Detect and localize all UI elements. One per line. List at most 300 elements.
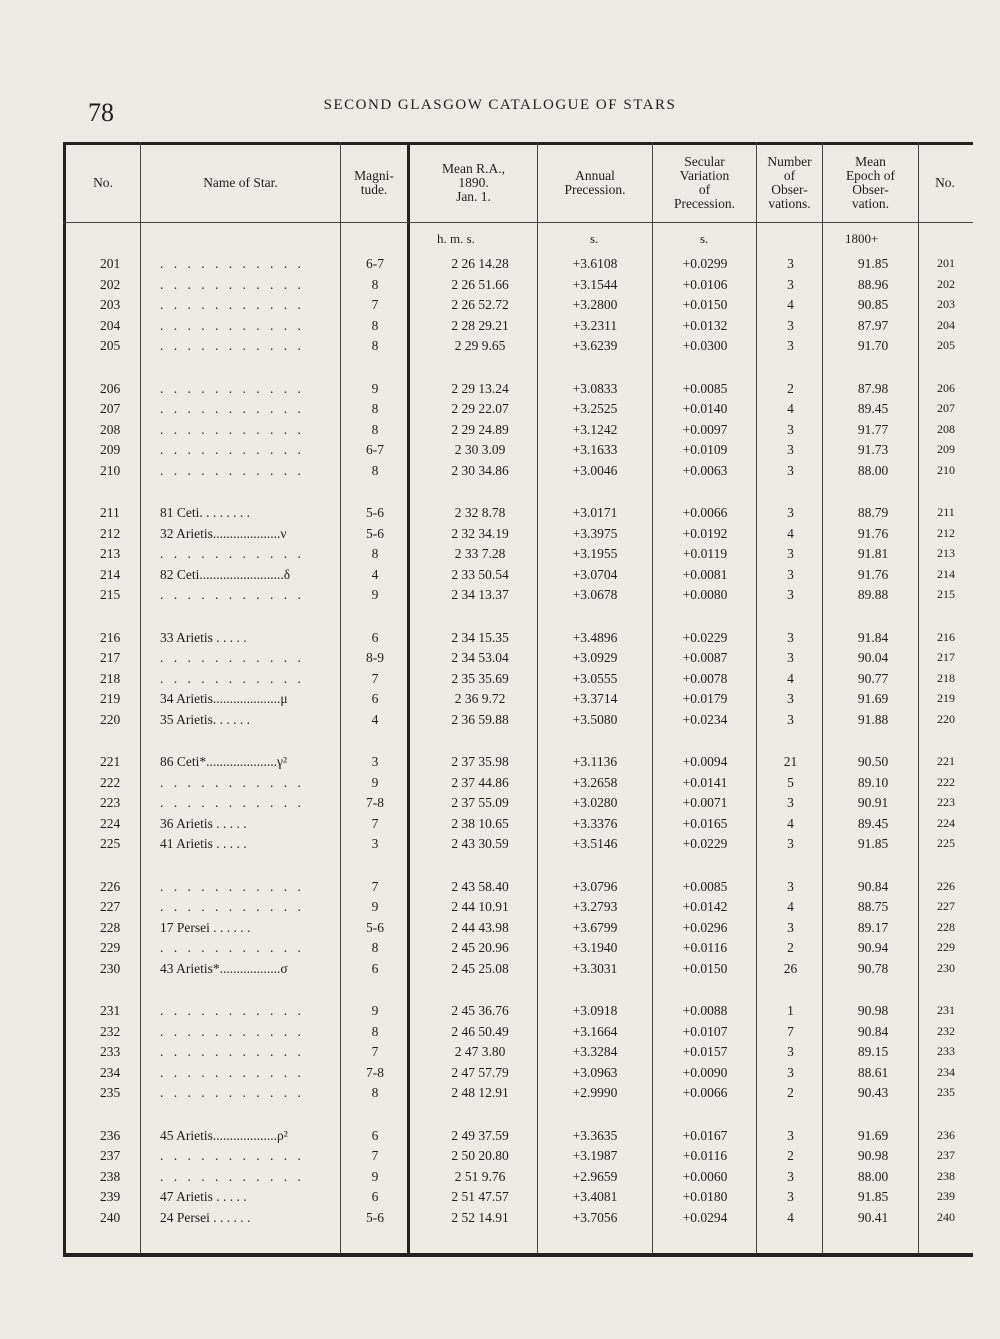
star-name: 86 Ceti*.....................γ² [160,754,288,769]
star-number-right: 216 [937,629,955,644]
star-name: . . . . . . . . . . . [160,1148,305,1163]
star-number: 234 [100,1064,121,1080]
table-row [0,318,1000,338]
mean-ra: 2 37 55.09 [451,795,509,810]
star-number: 205 [100,338,121,353]
star-number-right: 239 [937,1189,955,1203]
star-number: 236 [100,1127,121,1143]
annual-precession: +3.0678 [572,587,618,602]
mean-ra: 2 30 3.09 [454,442,506,457]
mean-ra: 2 26 51.66 [451,276,509,292]
annual-precession: +3.1544 [572,276,618,292]
table-row [0,277,1000,297]
number-of-observations: 3 [787,1064,794,1080]
number-of-observations: 3 [787,1044,794,1059]
mean-ra: 2 32 8.78 [454,505,506,520]
star-number-right: 218 [937,670,955,685]
star-number-right: 233 [937,1044,955,1058]
table-row [0,899,1000,919]
number-of-observations: 5 [787,774,794,790]
number-of-observations: 4 [787,297,794,312]
star-name: . . . . . . . . . . . [160,297,305,312]
star-number: 222 [100,774,121,790]
number-of-observations: 4 [787,525,794,541]
number-of-observations: 26 [783,960,798,976]
magnitude: 7-8 [366,1064,384,1080]
mean-epoch: 88.00 [857,1168,889,1184]
star-name: . . . . . . . . . . . [160,1003,305,1018]
mean-epoch: 90.41 [857,1209,889,1225]
secular-variation: +0.0157 [682,1044,728,1059]
table-row [0,546,1000,566]
table-row [0,1148,1000,1168]
number-of-observations: 3 [787,566,794,582]
mean-ra: 2 36 9.72 [454,691,506,706]
mean-epoch: 90.84 [857,878,889,894]
magnitude: 8 [371,1023,379,1039]
star-number: 215 [100,587,121,602]
star-number-right: 238 [937,1168,955,1183]
star-number: 207 [100,401,121,416]
mean-epoch: 91.77 [857,421,889,437]
number-of-observations: 3 [787,587,794,602]
annual-precession: +3.2658 [572,774,618,790]
number-of-observations: 21 [783,754,798,769]
number-of-observations: 3 [787,919,794,935]
mean-epoch: 91.76 [857,566,889,582]
mean-epoch: 89.88 [857,587,889,602]
mean-epoch: 91.76 [857,525,889,541]
star-number: 210 [100,462,121,478]
mean-ra: 2 33 7.28 [454,546,506,561]
mean-ra: 2 45 20.96 [451,940,509,955]
number-of-observations: 3 [787,442,794,457]
secular-variation: +0.0119 [682,546,728,561]
star-number: 240 [100,1209,121,1225]
mean-ra: 2 29 9.65 [454,338,506,353]
annual-precession: +3.0833 [572,380,618,396]
annual-precession: +3.7056 [572,1209,618,1225]
star-number-right: 203 [937,297,955,311]
magnitude: 8 [371,421,379,437]
star-number: 228 [100,919,121,935]
table-row [0,526,1000,546]
mean-epoch: 91.88 [857,711,889,727]
star-number: 212 [100,525,121,541]
star-number: 216 [100,629,121,645]
annual-precession: +3.6108 [572,256,618,271]
mean-epoch: 91.85 [857,256,889,271]
magnitude: 3 [371,754,379,769]
star-number-right: 204 [937,317,955,332]
star-name: . . . . . . . . . . . [160,256,305,271]
magnitude: 5-6 [366,525,384,541]
star-number-right: 231 [937,1003,955,1017]
magnitude: 8 [371,462,379,478]
annual-precession: +3.0929 [572,650,618,665]
mean-epoch: 90.04 [857,650,889,665]
magnitude: 8 [371,401,379,416]
mean-epoch: 90.85 [857,297,889,312]
mean-ra: 2 46 50.49 [451,1023,509,1039]
annual-precession: +3.2793 [572,899,618,914]
secular-variation: +0.0140 [682,401,728,416]
star-number-right: 202 [937,276,955,291]
mean-epoch: 89.45 [857,401,889,416]
secular-variation: +0.0296 [682,919,728,935]
annual-precession: +3.2800 [572,297,618,312]
star-name: . . . . . . . . . . . [160,421,305,437]
number-of-observations: 4 [787,899,794,914]
magnitude: 6 [371,1127,379,1143]
star-name: 47 Arietis . . . . . [160,1189,247,1204]
magnitude: 9 [371,587,379,602]
mean-ra: 2 29 13.24 [451,380,509,396]
magnitude: 6-7 [366,442,384,457]
mean-ra: 2 47 3.80 [454,1044,506,1059]
magnitude: 4 [371,711,379,727]
star-number-right: 214 [937,566,955,581]
annual-precession: +3.0963 [572,1064,618,1080]
magnitude: 8 [371,317,379,333]
table-row [0,422,1000,442]
number-of-observations: 3 [787,505,794,520]
mean-ra: 2 37 35.98 [451,754,509,769]
annual-precession: +3.1664 [572,1023,618,1039]
mean-ra: 2 49 37.59 [451,1127,509,1143]
number-of-observations: 3 [787,256,794,271]
star-number: 231 [100,1003,121,1018]
annual-precession: +3.3635 [572,1127,618,1143]
header-magnitude: Magni- tude. [354,168,394,197]
star-name: . . . . . . . . . . . [160,317,305,333]
star-name: . . . . . . . . . . . [160,940,305,955]
magnitude: 7 [371,297,379,312]
annual-precession: +3.2311 [572,317,618,333]
table-row [0,463,1000,483]
annual-precession: +3.1633 [572,442,618,457]
star-name: . . . . . . . . . . . [160,1044,305,1059]
star-name: . . . . . . . . . . . [160,401,305,416]
star-name: . . . . . . . . . . . [160,546,305,561]
annual-precession: +3.0704 [572,566,618,582]
mean-epoch: 91.73 [857,442,889,457]
table-row [0,836,1000,856]
table-row [0,297,1000,317]
secular-variation: +0.0300 [682,338,728,353]
secular-variation: +0.0071 [682,795,728,810]
table-row [0,1065,1000,1085]
star-name: 36 Arietis . . . . . [160,815,247,831]
star-number: 235 [100,1085,121,1100]
star-number-right: 220 [937,711,955,726]
star-number-right: 213 [937,546,955,560]
secular-variation: +0.0192 [682,525,728,541]
star-name: 81 Ceti. . . . . . . . [160,505,250,520]
mean-epoch: 91.70 [857,338,889,353]
running-title: SECOND GLASGOW CATALOGUE OF STARS [323,97,677,113]
annual-precession: +3.1987 [572,1148,618,1163]
number-of-observations: 3 [787,317,794,333]
secular-variation: +0.0229 [682,836,728,851]
star-number-right: 225 [937,836,955,850]
annual-precession: +3.0046 [572,462,618,478]
secular-variation: +0.0234 [682,711,728,727]
magnitude: 5-6 [366,1209,384,1225]
mean-ra: 2 48 12.91 [451,1085,509,1100]
header-name: Name of Star. [203,175,278,190]
table-row [0,1044,1000,1064]
mean-ra: 2 43 30.59 [451,836,509,851]
star-number: 204 [100,317,121,333]
mean-epoch: 91.81 [857,546,889,561]
star-name: . . . . . . . . . . . [160,1064,305,1080]
mean-ra: 2 35 35.69 [451,670,509,686]
mean-ra: 2 47 57.79 [451,1064,509,1080]
mean-epoch: 91.69 [857,1127,889,1143]
star-number: 217 [100,650,121,665]
mean-epoch: 91.84 [857,629,889,645]
star-number: 221 [100,754,121,769]
mean-epoch: 88.79 [857,505,889,520]
mean-epoch: 90.94 [857,940,889,955]
table-row [0,1024,1000,1044]
secular-variation: +0.0066 [682,1085,728,1100]
mean-ra: 2 29 22.07 [451,401,509,416]
number-of-observations: 4 [787,401,794,416]
mean-ra: 2 51 9.76 [454,1168,506,1184]
star-name: . . . . . . . . . . . [160,1168,305,1184]
number-of-observations: 4 [787,670,794,686]
mean-ra: 2 44 10.91 [451,899,509,914]
star-number-right: 232 [937,1023,955,1038]
star-number: 219 [100,691,121,706]
number-of-observations: 3 [787,462,794,478]
secular-variation: +0.0081 [682,566,728,582]
magnitude: 3 [371,836,379,851]
star-name: 17 Persei . . . . . . [160,919,251,935]
star-name: 41 Arietis . . . . . [160,836,247,851]
star-number-right: 237 [937,1148,955,1162]
unit-ap: s. [590,231,599,246]
star-number: 201 [100,256,121,271]
mean-epoch: 90.98 [857,1003,889,1018]
secular-variation: +0.0116 [682,940,728,955]
secular-variation: +0.0090 [682,1064,728,1080]
secular-variation: +0.0060 [682,1168,728,1184]
star-number-right: 234 [937,1064,955,1079]
secular-variation: +0.0116 [682,1148,728,1163]
magnitude: 6 [371,629,379,645]
star-number-right: 206 [937,380,955,395]
magnitude: 8-9 [366,650,384,665]
table-row [0,381,1000,401]
table-row [0,567,1000,587]
mean-epoch: 91.85 [857,836,889,851]
mean-epoch: 87.97 [857,317,889,333]
star-name: . . . . . . . . . . . [160,587,305,602]
annual-precession: +3.2525 [572,401,618,416]
table-row [0,338,1000,358]
star-number: 220 [100,711,121,727]
secular-variation: +0.0106 [682,276,728,292]
star-number-right: 221 [937,754,955,768]
secular-variation: +0.0109 [682,442,728,457]
magnitude: 9 [371,1003,379,1018]
mean-ra: 2 33 50.54 [451,566,509,582]
page-number: 78 [88,98,114,127]
annual-precession: +3.5146 [572,836,618,851]
table-row [0,401,1000,421]
secular-variation: +0.0097 [682,421,728,437]
number-of-observations: 3 [787,650,794,665]
mean-ra: 2 51 47.57 [451,1189,509,1204]
number-of-observations: 3 [787,1189,794,1204]
mean-epoch: 91.85 [857,1189,889,1204]
star-number-right: 222 [937,774,955,789]
table-row [0,1003,1000,1023]
number-of-observations: 3 [787,1168,794,1184]
header-annual-precession: Annual Precession. [564,168,626,197]
number-of-observations: 3 [787,276,794,292]
star-number-right: 227 [937,899,955,913]
number-of-observations: 4 [787,1209,794,1225]
star-number: 223 [100,795,121,810]
magnitude: 7 [371,1148,379,1163]
mean-ra: 2 26 52.72 [451,297,509,312]
star-number: 208 [100,421,121,437]
header-mean-ra: Mean R.A., 1890. Jan. 1. [442,161,505,204]
number-of-observations: 2 [787,1085,794,1100]
table-row [0,775,1000,795]
mean-ra: 2 45 36.76 [451,1003,509,1018]
table-row [0,1128,1000,1148]
table-row [0,712,1000,732]
number-of-observations: 1 [787,1003,794,1018]
star-name: 82 Ceti.........................δ [160,566,291,582]
secular-variation: +0.0141 [682,774,728,790]
star-number-right: 219 [937,691,955,705]
secular-variation: +0.0063 [682,462,728,478]
magnitude: 8 [371,338,379,353]
magnitude: 6 [371,1189,379,1204]
number-of-observations: 7 [787,1023,794,1039]
table-row [0,754,1000,774]
table-row [0,961,1000,981]
annual-precession: +3.4896 [572,629,618,645]
mean-ra: 2 43 58.40 [451,878,509,894]
star-number: 218 [100,670,121,686]
mean-ra: 2 34 53.04 [451,650,509,665]
header-mean-epoch: Mean Epoch of Obser- vation. [845,154,896,211]
number-of-observations: 3 [787,338,794,353]
star-name: . . . . . . . . . . . [160,442,305,457]
star-number-right: 236 [937,1127,955,1142]
table-row [0,442,1000,462]
star-number: 226 [100,878,121,894]
number-of-observations: 4 [787,815,794,831]
mean-ra: 2 30 34.86 [451,462,509,478]
star-number: 203 [100,297,121,312]
table-row [0,630,1000,650]
annual-precession: +3.6799 [572,919,618,935]
star-name: . . . . . . . . . . . [160,795,305,810]
star-number: 229 [100,940,121,955]
annual-precession: +3.1242 [572,421,618,437]
magnitude: 8 [371,546,379,561]
star-number-right: 208 [937,421,955,436]
mean-epoch: 90.43 [857,1085,889,1100]
star-number-right: 217 [937,650,955,664]
mean-epoch: 89.45 [857,815,889,831]
star-name: 33 Arietis . . . . . [160,629,247,645]
unit-sv: s. [700,231,709,246]
magnitude: 7 [371,815,379,831]
mean-ra: 2 45 25.08 [451,960,509,976]
number-of-observations: 3 [787,546,794,561]
mean-ra: 2 52 14.91 [451,1209,509,1225]
table-row [0,691,1000,711]
table-row [0,795,1000,815]
magnitude: 5-6 [366,919,384,935]
star-number: 202 [100,276,121,292]
star-number: 237 [100,1148,121,1163]
star-name: . . . . . . . . . . . [160,899,305,914]
annual-precession: +3.0555 [572,670,618,686]
header-secular-variation: Secular Variation of Precession. [673,154,736,211]
mean-ra: 2 26 14.28 [451,256,509,271]
number-of-observations: 3 [787,711,794,727]
star-number-right: 205 [937,338,955,352]
annual-precession: +2.9990 [572,1085,618,1100]
secular-variation: +0.0165 [682,815,728,831]
magnitude: 9 [371,1168,379,1184]
star-name: 32 Arietis....................ν [160,525,287,541]
secular-variation: +0.0180 [682,1189,728,1204]
number-of-observations: 2 [787,1148,794,1163]
mean-ra: 2 28 29.21 [451,317,509,333]
annual-precession: +3.3714 [572,691,618,706]
star-number: 206 [100,380,121,396]
star-number: 224 [100,815,121,831]
number-of-observations: 3 [787,421,794,437]
mean-epoch: 87.98 [857,380,889,396]
mean-ra: 2 32 34.19 [451,525,509,541]
table-row [0,1189,1000,1209]
annual-precession: +3.3376 [572,815,618,831]
star-number-right: 240 [937,1209,955,1224]
star-number-right: 228 [937,919,955,934]
annual-precession: +3.3975 [572,525,618,541]
magnitude: 9 [371,899,379,914]
star-name: 24 Persei . . . . . . [160,1209,251,1225]
magnitude: 6-7 [366,256,384,271]
magnitude: 6 [371,960,379,976]
number-of-observations: 3 [787,836,794,851]
star-name: 35 Arietis. . . . . . [160,711,250,727]
header-no: No. [93,175,113,190]
star-name: . . . . . . . . . . . [160,1023,305,1039]
star-number: 211 [100,505,120,520]
secular-variation: +0.0132 [682,317,728,333]
header-number-obs: Number of Obser- vations. [767,154,812,211]
star-name: . . . . . . . . . . . [160,650,305,665]
mean-epoch: 89.17 [857,919,889,935]
magnitude: 9 [371,774,379,790]
header-no-right: No. [935,175,955,190]
star-number: 214 [100,566,121,582]
magnitude: 7-8 [366,795,384,810]
